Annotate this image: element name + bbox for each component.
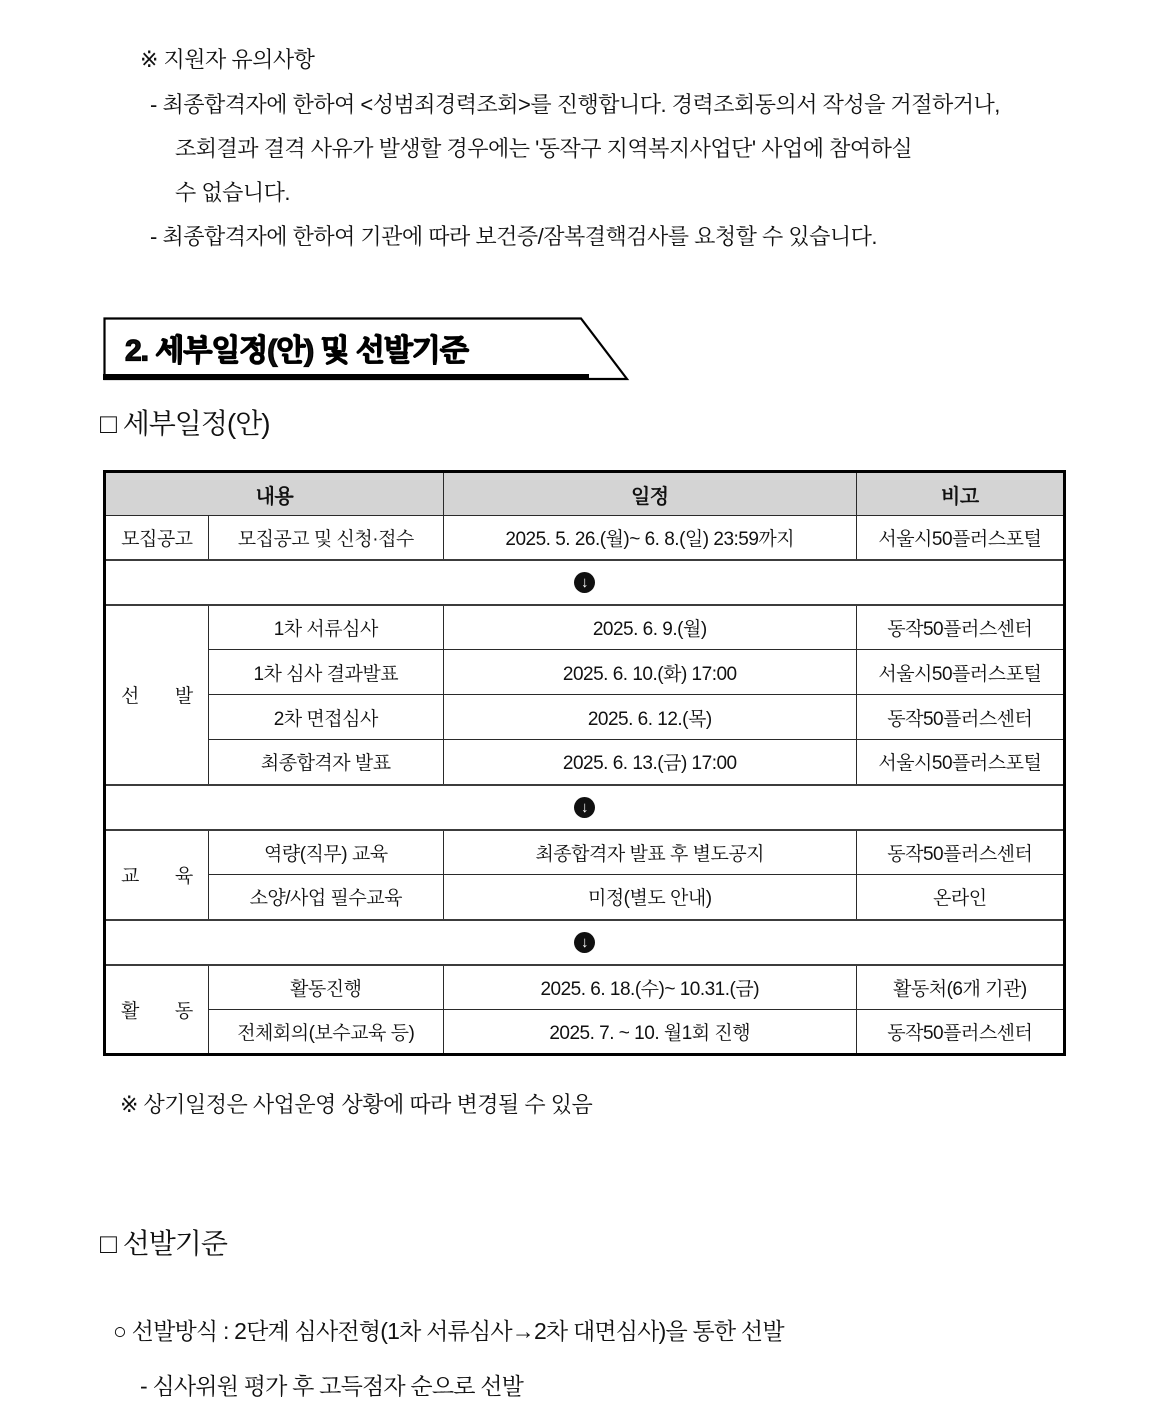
- cell-remarks: 온라인: [856, 875, 1064, 920]
- notice-bullet1-line3: 수 없습니다.: [175, 180, 290, 205]
- table-row-arrow: [105, 785, 1065, 830]
- cell-schedule: 2025. 6. 18.(수)~ 10.31.(금): [443, 965, 856, 1010]
- table-row-selection: [105, 740, 1065, 785]
- down-arrow-icon: ↓: [574, 572, 595, 593]
- group-activity-char1: 활: [121, 1000, 139, 1022]
- cell-content: 역량(직무) 교육: [208, 830, 443, 875]
- cell-remarks: 서울시50플러스포털: [856, 740, 1064, 785]
- group-activity: [105, 965, 209, 1055]
- group-education: [105, 830, 209, 920]
- header-remarks: 비고: [856, 472, 1064, 516]
- notice-bullet1-line1: - 최종합격자에 한하여 <성범죄경력조회>를 진행합니다. 경력조회동의서 작성을 거절하거나,: [150, 92, 1000, 117]
- cell-content: 소양/사업 필수교육: [208, 875, 443, 920]
- header-schedule: 일정: [443, 472, 856, 516]
- group-activity-char2: 동: [174, 1000, 193, 1022]
- group-education-char2: 육: [174, 866, 193, 887]
- cell-schedule: 2025. 6. 10.(화) 17:00: [443, 650, 856, 695]
- cell-content: 1차 서류심사: [208, 605, 443, 650]
- table-row-education: [105, 875, 1065, 920]
- cell-schedule: 최종합격자 발표 후 별도공지: [443, 830, 856, 875]
- table-row-arrow: [105, 560, 1065, 605]
- cell-schedule: 2025. 7. ~ 10. 월1회 진행: [443, 1010, 856, 1055]
- group-education-char1: 교: [121, 866, 139, 887]
- group-selection: [105, 605, 209, 785]
- table-header-row: [105, 472, 1065, 516]
- cell-remarks: 서울시50플러스포털: [856, 516, 1064, 560]
- cell-content: 2차 면접심사: [208, 695, 443, 740]
- cell-content: 최종합격자 발표: [208, 740, 443, 785]
- cell-schedule: 2025. 5. 26.(월)~ 6. 8.(일) 23:59까지: [443, 516, 856, 560]
- table-row-selection: [105, 650, 1065, 695]
- cell-remarks: 동작50플러스센터: [856, 1010, 1064, 1055]
- criteria-method: ○ 선발방식 : 2단계 심사전형(1차 서류심사→2차 대면심사)을 통한 선발: [113, 1318, 784, 1344]
- criteria-detail: - 심사위원 평가 후 고득점자 순으로 선발: [140, 1373, 524, 1399]
- cell-content: 전체회의(보수교육 등): [208, 1010, 443, 1055]
- down-arrow-icon: ↓: [574, 797, 595, 818]
- criteria-subheading: □ 선발기준: [100, 1228, 227, 1259]
- cell-schedule: 미정(별도 안내): [443, 875, 856, 920]
- notice-bullet2: - 최종합격자에 한하여 기관에 따라 보건증/잠복결핵검사를 요청할 수 있습니다.: [150, 224, 878, 249]
- notice-title: ※ 지원자 유의사항: [140, 47, 315, 72]
- cell-content: 활동진행: [208, 965, 443, 1010]
- schedule-table: [103, 470, 1066, 1056]
- cell-remarks: 동작50플러스센터: [856, 830, 1064, 875]
- table-row-selection: [105, 695, 1065, 740]
- table-row-arrow: [105, 920, 1065, 965]
- table-row-activity: [105, 1010, 1065, 1055]
- cell-content: 모집공고 및 신청·접수: [208, 516, 443, 560]
- group-selection-char2: 발: [174, 686, 193, 707]
- group-recruit: 모집공고: [105, 516, 209, 560]
- cell-schedule: 2025. 6. 13.(금) 17:00: [443, 740, 856, 785]
- cell-content: 1차 심사 결과발표: [208, 650, 443, 695]
- cell-remarks: 동작50플러스센터: [856, 695, 1064, 740]
- schedule-subheading: □ 세부일정(안): [100, 408, 270, 439]
- cell-remarks: 서울시50플러스포털: [856, 650, 1064, 695]
- schedule-footnote: ※ 상기일정은 사업운영 상황에 따라 변경될 수 있음: [120, 1092, 593, 1117]
- table-row-selection: [105, 605, 1065, 650]
- down-arrow-icon: ↓: [574, 932, 595, 953]
- cell-remarks: 활동처(6개 기관): [856, 965, 1064, 1010]
- group-selection-char1: 선: [121, 686, 139, 707]
- cell-schedule: 2025. 6. 9.(월): [443, 605, 856, 650]
- table-row-activity: [105, 965, 1065, 1010]
- table-row-education: [105, 830, 1065, 875]
- notice-bullet1-line2: 조회결과 결격 사유가 발생할 경우에는 '동작구 지역복지사업단' 사업에 참여하실: [175, 136, 913, 161]
- header-content: 내용: [105, 472, 444, 516]
- section2-title: 2. 세부일정(안) 및 선발기준: [125, 334, 468, 368]
- applicant-notice-block: [140, 38, 1000, 259]
- table-row-recruit: [105, 516, 1065, 560]
- cell-schedule: 2025. 6. 12.(목): [443, 695, 856, 740]
- cell-remarks: 동작50플러스센터: [856, 605, 1064, 650]
- section2-banner: [103, 317, 633, 383]
